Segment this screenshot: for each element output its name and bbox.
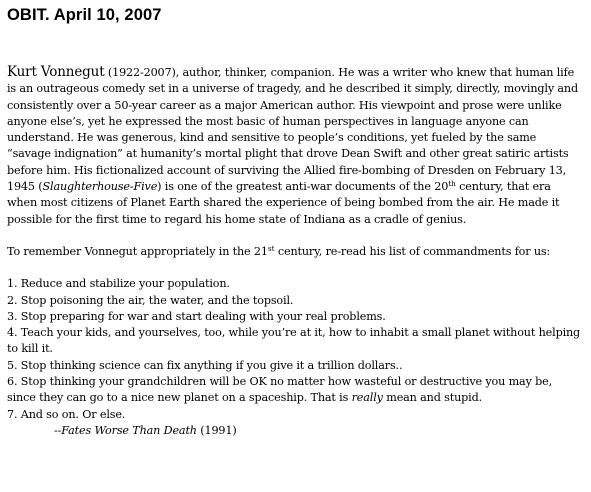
ordinal-suffix-th: th — [448, 179, 456, 189]
attribution-year: (1991) — [196, 423, 237, 437]
paragraph-spacer — [7, 228, 583, 244]
book-title-slaughterhouse: Slaughterhouse-Five — [42, 180, 158, 194]
paragraph-spacer — [7, 260, 583, 276]
commandment-6-emphasis: really — [351, 391, 383, 405]
commandment-6-text: 6. Stop thinking your grandchildren will be OK no matter how wasteful or destructive you may be, since they can go to a nice new planet on a spaceship. That is — [7, 375, 553, 405]
author-name: Kurt Vonnegut — [7, 64, 105, 80]
ordinal-suffix-st: st — [267, 243, 275, 253]
commandment-6-end: mean and stupid. — [382, 391, 482, 405]
attribution — [7, 423, 583, 439]
commandment-item-6 — [7, 374, 583, 407]
obituary-body — [7, 64, 583, 439]
commandment-item-2: 2. Stop poisoning the air, the water, and the topsoil. — [7, 293, 294, 307]
attribution-book: Fates Worse Than Death — [61, 423, 197, 437]
obituary-text-part-3: century, that era when most citizens of Planet Earth shared the experience of being bombed from the air. He made it possible for the first time to regard his home state of Indiana as a cradle of genius. — [7, 180, 560, 226]
obituary-page — [7, 0, 585, 492]
obituary-paragraph — [7, 64, 583, 228]
obituary-text-part-1: (1922-2007), author, thinker, companion. He was a writer who knew that human life is an outrageous comedy set in a universe of tragedy, and he described it simply, directly, movingly and consistently over a 50-year career as a major American author. His viewpoint and prose were unlike anyone else’s, yet he expressed the most basic of human perspectives in language anyone can understand. He was generous, kind and sensitive to people’s conditions, yet fueled by the same “savage indignation” at humanity’s mortal plight that drove Dean Swift and other great satiric artists before him. His fictionalized account of surviving the Allied fire-bombing of Dresden on February 13, 1945 ( — [7, 66, 578, 194]
intro-text-part-2: century, re-read his list of commandments for us: — [274, 244, 551, 258]
commandment-item-3: 3. Stop preparing for war and start dealing with your real problems. — [7, 309, 386, 323]
commandment-item-1: 1. Reduce and stabilize your population. — [7, 277, 230, 291]
commandment-item-4: 4. Teach your kids, and yourselves, too, while you’re at it, how to inhabit a small planet without helping to kill it. — [7, 326, 581, 356]
obituary-text-part-2: ) is one of the greatest anti-war documents of the 20 — [157, 180, 449, 194]
commandment-item-5: 5. Stop thinking science can fix anything if you give it a trillion dollars.. — [7, 358, 403, 372]
intro-text-part-1: To remember Vonnegut appropriately in the 21 — [7, 244, 268, 258]
commandment-item-7: 7. And so on. Or else. — [7, 407, 126, 421]
page-title: OBIT. April 10, 2007 — [7, 6, 162, 24]
commandments-list — [7, 276, 583, 423]
attribution-prefix: -- — [54, 423, 62, 437]
intro-paragraph — [7, 244, 583, 260]
